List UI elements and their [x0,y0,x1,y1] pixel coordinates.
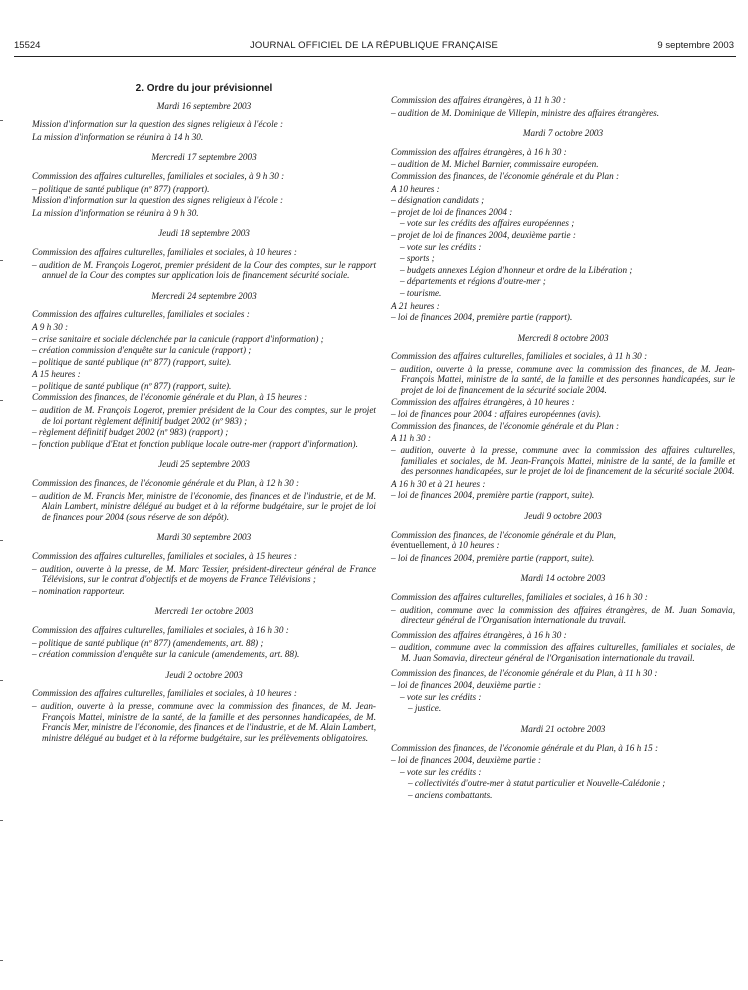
paragraph: Commission des finances, de l'économie générale et du Plan : [391,170,620,181]
agenda-item: – loi de finances 2004, deuxième partie : [391,755,542,766]
paragraph: La mission d'information se réunira à 9 h 30. [32,207,199,218]
day-heading: Mercredi 1er octobre 2003 [154,606,254,617]
agenda-subitem: – budgets annexes Légion d'honneur et ordre de la Libération ; [400,264,633,275]
time-slot: A 10 heures : [391,183,440,194]
paragraph: Commission des finances, de l'économie générale et du Plan : [391,420,620,431]
agenda-item: – audition, ouverte à la presse, commune avec la commission des finances, de M. Jean-François Mattei, ministre de la santé, de la famille et des personnes handicapées, de M. Francis Mer, ministre de l'économie, des finances et de l'industrie, et de M. Alain Lambert, ministre délégué au budget et à la réforme budgétaire, sur les prélèvements obligatoires. [32,700,376,743]
day-heading: Mardi 16 septembre 2003 [156,100,252,111]
paragraph: Commission des finances, de l'économie générale et du Plan, à 11 h 30 : [391,667,658,678]
day-heading: Jeudi 9 octobre 2003 [524,511,602,521]
agenda-item: – projet de loi de finances 2004, deuxième partie : [391,229,576,240]
paragraph-text: Commission des finances, de l'économie générale et du Plan, [391,529,616,540]
paragraph-text-upright: éventuellement [391,540,448,551]
paragraph: Commission des affaires culturelles, familiales et sociales, à 10 heures : [32,246,297,257]
paragraph: Commission des affaires culturelles, familiales et sociales, à 16 h 30 : [32,624,289,635]
agenda-subitem: – vote sur les crédits : [400,691,482,702]
agenda-item: – audition, ouverte à la presse, commune avec la commission des affaires culturelles, familiales et sociales, de M. Jean-François Mattei, ministre de la santé, de la famille et des personnes handicapées, sur le projet de loi de financement de la sécurité sociale 2004. [391,445,735,477]
day-heading: Mardi 21 octobre 2003 [520,723,606,734]
agenda-item: – audition de M. Dominique de Villepin, ministre des affaires étrangères. [391,107,660,118]
paragraph [391,530,735,551]
agenda-subitem: – justice. [408,703,442,714]
agenda-subitem: – collectivités d'outre-mer à statut particulier et Nouvelle-Calédonie ; [408,778,666,789]
paragraph: Mission d'information sur la question des signes religieux à l'école : [32,195,284,206]
margin-ticks [0,0,4,990]
paragraph: Commission des affaires étrangères, à 10 heures : [391,396,575,407]
day-heading: Mardi 30 septembre 2003 [156,532,252,543]
header-rule [14,56,736,57]
day-heading: Jeudi 2 octobre 2003 [165,669,243,680]
paragraph: Commission des finances, de l'économie générale et du Plan, à 15 heures : [32,392,308,403]
agenda-item: – audition de M. François Logerot, premier président de la Cour des comptes, sur le projet de loi portant règlement définitif budget 2002 (nº 983) ; [32,405,376,426]
paragraph: Commission des affaires culturelles, familiales et sociales, à 9 h 30 : [32,170,285,181]
agenda-item: – audition de M. Francis Mer, ministre de l'économie, des finances et de l'industrie, et de M. Alain Lambert, ministre délégué au budget et à la réforme budgétaire, sur le projet de loi de finances pour 2004 (sous réserve de son dépôt). [32,490,376,522]
journal-title: JOURNAL OFFICIEL DE LA RÉPUBLIQUE FRANÇAISE [249,40,499,51]
agenda-subitem: – vote sur les crédits : [400,766,482,777]
agenda-subitem: – départements et régions d'outre-mer ; [400,276,546,287]
time-slot: A 15 heures : [32,369,81,380]
time-slot: A 21 heures : [391,300,440,311]
left-column [32,84,376,744]
agenda-item: – loi de finances 2004, première partie (rapport, suite). [391,490,595,501]
paragraph: Commission des affaires étrangères, à 16 h 30 : [391,146,567,157]
paragraph: La mission d'information se réunira à 14 h 30. [32,131,204,142]
page-number: 15524 [14,40,41,51]
paragraph: Commission des affaires culturelles, familiales et sociales : [32,309,250,320]
day-heading: Mercredi 24 septembre 2003 [151,290,257,301]
agenda-item: – désignation candidats ; [391,195,485,206]
agenda-item: – nomination rapporteur. [32,585,125,596]
day-heading: Mardi 7 octobre 2003 [522,128,604,139]
paragraph: Commission des finances, de l'économie générale et du Plan, à 16 h 15 : [391,742,659,753]
paragraph: Commission des affaires culturelles, familiales et sociales, à 16 h 30 : [391,591,648,602]
page-header [14,40,734,54]
time-slot: A 16 h 30 et à 21 heures : [391,478,486,489]
paragraph-text: , à 10 heures : [447,540,500,551]
day-heading: Mercredi 8 octobre 2003 [517,332,609,343]
agenda-item: – audition, commune avec la commission des affaires étrangères, de M. Juan Somavia, directeur général de l'Organisation internationale du travail. [391,604,735,626]
day-heading: Mardi 14 octobre 2003 [520,573,606,584]
agenda-item: – loi de finances 2004, première partie (rapport, suite). [391,552,595,563]
paragraph: Commission des affaires étrangères, à 16 h 30 : [391,629,567,640]
paragraph: Commission des affaires culturelles, familiales et sociales, à 15 heures : [32,551,297,561]
agenda-item: – création commission d'enquête sur la canicule (amendements, art. 88). [32,649,300,660]
agenda-item: – projet de loi de finances 2004 : [391,206,513,217]
paragraph: Commission des affaires culturelles, familiales et sociales, à 10 heures : [32,688,297,699]
agenda-item: – crise sanitaire et sociale déclenchée par la canicule (rapport d'information) ; [32,333,324,344]
time-slot: A 11 h 30 : [391,433,431,444]
agenda-item: – règlement définitif budget 2002 (nº 983) (rapport) ; [32,427,229,438]
agenda-item: – loi de finances 2004, deuxième partie : [391,680,542,691]
agenda-item: – audition de M. Michel Barnier, commissaire européen. [391,159,599,170]
issue-date: 9 septembre 2003 [657,40,734,51]
agenda-subitem: – vote sur les crédits : [400,241,482,252]
paragraph: Commission des affaires culturelles, familiales et sociales, à 11 h 30 : [391,351,648,362]
agenda-subitem: – sports ; [400,253,435,264]
day-heading: Mercredi 17 septembre 2003 [151,152,257,163]
agenda-item: – loi de finances 2004, première partie (rapport). [391,312,573,323]
paragraph: Commission des affaires étrangères, à 11 h 30 : [391,95,566,105]
time-slot: A 9 h 30 : [32,321,69,332]
agenda-item: – audition, ouverte à la presse, de M. Marc Tessier, président-directeur général de France Télévisions, sur le contrat d'objectifs et de moyens de France Télévisions ; [32,563,376,585]
agenda-item: – audition de M. François Logerot, premier président de la Cour des comptes, sur le rapport annuel de la Cour des comptes sur application lois de financement sécurité sociale. [32,259,376,281]
agenda-item: – politique de santé publique (nº 877) (rapport, suite). [32,380,232,391]
agenda-item: – fonction publique d'Etat et fonction publique locale outre-mer (rapport d'information). [32,438,358,449]
right-column [391,95,735,801]
agenda-subitem: – vote sur les crédits des affaires européennes ; [400,218,575,229]
agenda-subitem: – anciens combattants. [408,789,493,800]
agenda-subitem: – tourisme. [400,287,442,298]
paragraph: Mission d'information sur la question des signes religieux à l'école : [32,119,284,130]
day-heading: Jeudi 25 septembre 2003 [158,459,250,470]
agenda-item: – création commission d'enquête sur la canicule (rapport) ; [32,345,252,356]
day-heading: Jeudi 18 septembre 2003 [158,228,250,239]
agenda-item: – politique de santé publique (nº 877) (amendements, art. 88) ; [32,637,264,648]
agenda-item: – audition, commune avec la commission des affaires culturelles, familiales et sociales, de M. Juan Somavia, directeur général de l'Organisation internationale du travail. [391,642,735,663]
section-title: 2. Ordre du jour prévisionnel [135,83,273,94]
paragraph: Commission des finances, de l'économie générale et du Plan, à 12 h 30 : [32,478,300,489]
agenda-item: – loi de finances pour 2004 : affaires européennes (avis). [391,409,602,420]
agenda-item: – audition, ouverte à la presse, commune avec la commission des finances, de M. Jean-François Mattei, ministre de la santé, de la famille et des personnes handicapées, sur le projet de loi de financement de la sécurité sociale 2004. [391,363,735,396]
agenda-item: – politique de santé publique (nº 877) (rapport, suite). [32,356,232,367]
agenda-item: – politique de santé publique (nº 877) (rapport). [32,183,210,194]
